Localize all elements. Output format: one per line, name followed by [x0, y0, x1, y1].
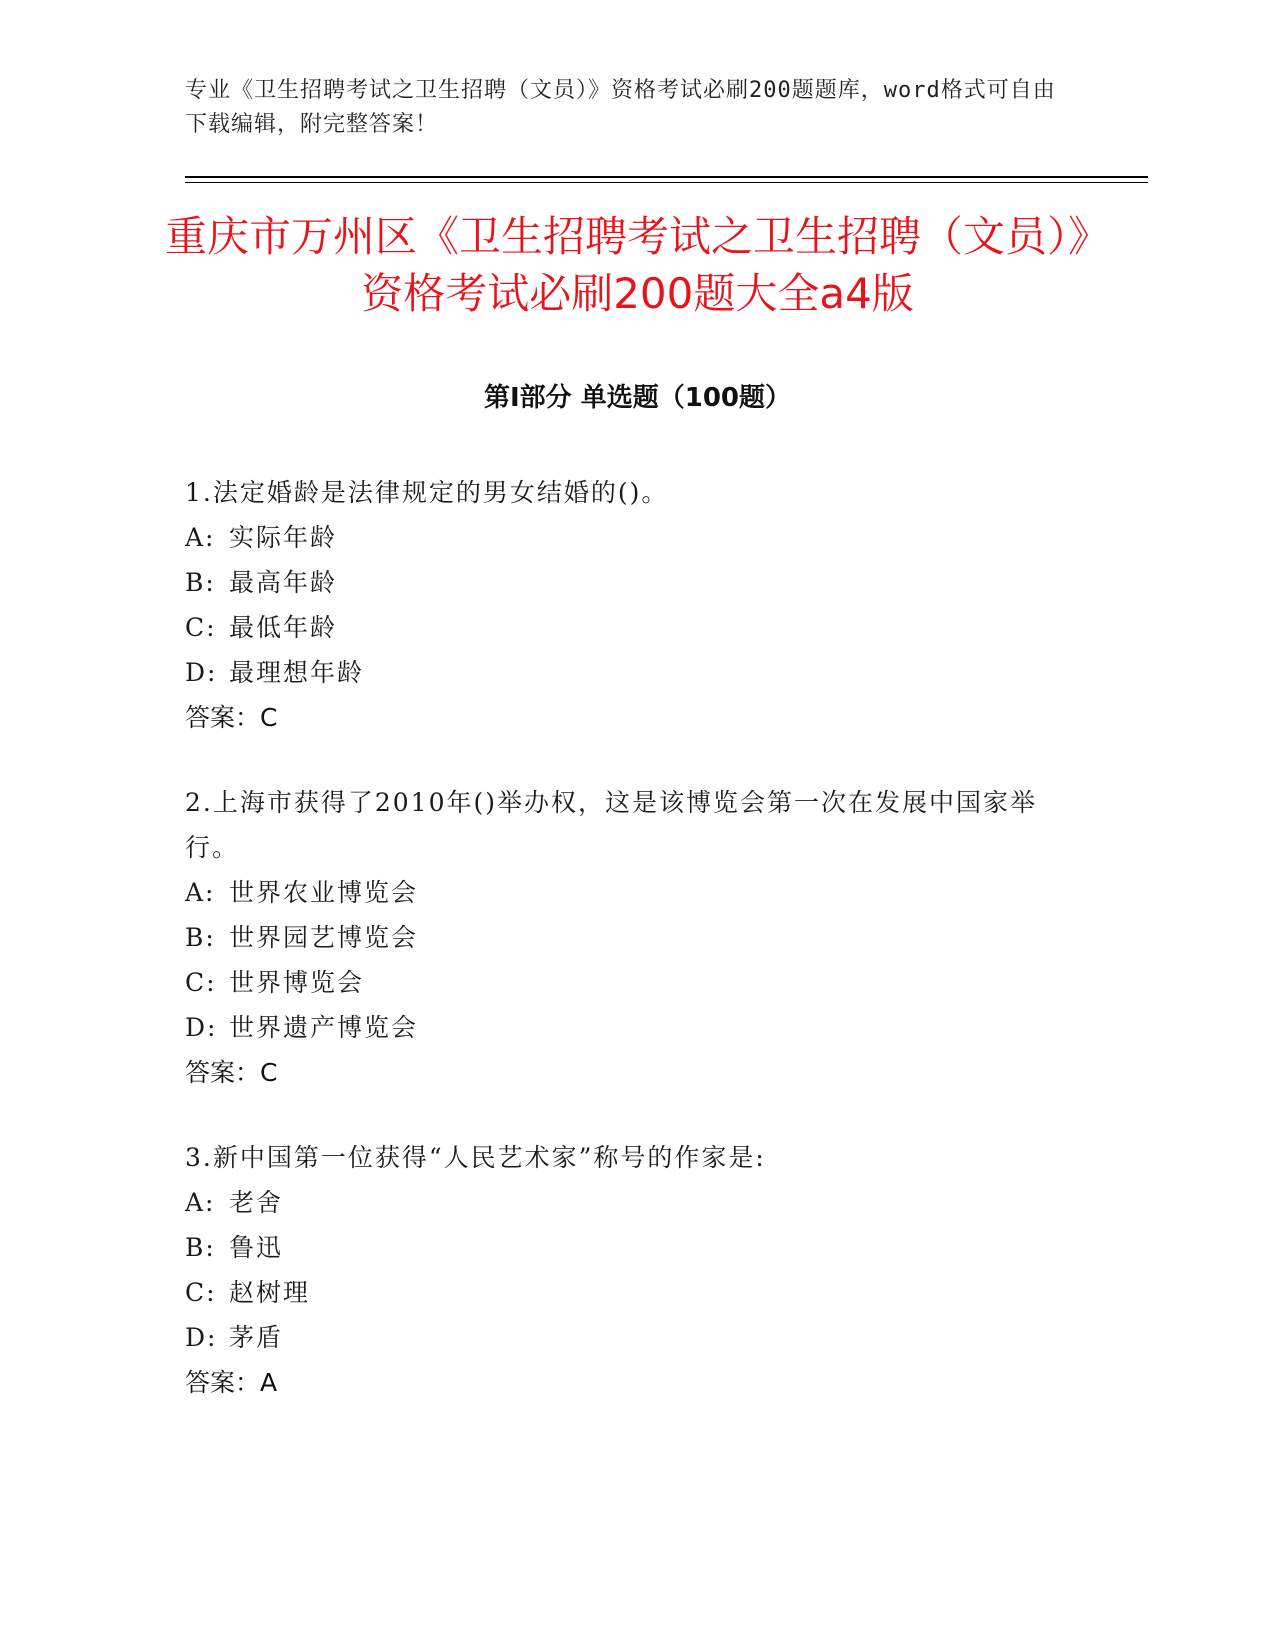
- option-text: 赵树理: [229, 1278, 311, 1307]
- answer: 答案：A: [185, 1368, 278, 1397]
- option-label: A:: [185, 523, 216, 552]
- option-b: [185, 915, 1085, 960]
- answer: 答案：C: [185, 1058, 278, 1087]
- option-b: [185, 560, 1085, 605]
- option-text: 实际年龄: [229, 523, 338, 552]
- question-stem: 2.上海市获得了2010年()举办权，这是该博览会第一次在发展中国家举行。: [185, 788, 1037, 862]
- option-label: B:: [185, 1233, 216, 1262]
- question-stem: 1.法定婚龄是法律规定的男女结婚的()。: [185, 478, 669, 507]
- option-label: C:: [185, 613, 217, 642]
- option-label: D:: [185, 658, 218, 687]
- question-stem: 3.新中国第一位获得“人民艺术家”称号的作家是:: [185, 1143, 766, 1172]
- option-label: D:: [185, 1013, 218, 1042]
- option-text: 鲁迅: [229, 1233, 284, 1262]
- question-2: [185, 780, 1085, 1095]
- header-note: 专业《卫生招聘考试之卫生招聘（文员）》资格考试必刷200题题库，word格式可自由下载编辑，附完整答案！: [185, 78, 1056, 137]
- question-3: [185, 1135, 1085, 1405]
- option-d: [185, 650, 1085, 695]
- option-a: [185, 870, 1085, 915]
- option-label: C:: [185, 968, 217, 997]
- answer: 答案：C: [185, 703, 278, 732]
- option-label: C:: [185, 1278, 217, 1307]
- option-text: 世界遗产博览会: [229, 1013, 419, 1042]
- option-label: B:: [185, 923, 216, 952]
- option-a: [185, 1180, 1085, 1225]
- option-d: [185, 1315, 1085, 1360]
- option-label: B:: [185, 568, 216, 597]
- option-label: D:: [185, 1323, 218, 1352]
- option-c: [185, 960, 1085, 1005]
- option-text: 世界园艺博览会: [229, 923, 419, 952]
- option-label: A:: [185, 1188, 216, 1217]
- option-text: 茅盾: [229, 1323, 284, 1352]
- option-text: 老舍: [229, 1188, 284, 1217]
- section-heading: 第Ⅰ部分 单选题（100题）: [484, 383, 791, 413]
- question-list: [185, 470, 1085, 1445]
- header-rule-thick: [185, 176, 1148, 178]
- option-text: 最高年龄: [229, 568, 338, 597]
- option-text: 最低年龄: [229, 613, 338, 642]
- header-rule-thin: [185, 182, 1148, 183]
- option-a: [185, 515, 1085, 560]
- option-b: [185, 1225, 1085, 1270]
- option-c: [185, 605, 1085, 650]
- option-text: 最理想年龄: [229, 658, 365, 687]
- option-d: [185, 1005, 1085, 1050]
- option-label: A:: [185, 878, 216, 907]
- option-text: 世界博览会: [229, 968, 365, 997]
- document-title: 重庆市万州区《卫生招聘考试之卫生招聘（文员）》资格考试必刷200题大全a4版: [164, 212, 1110, 318]
- option-text: 世界农业博览会: [229, 878, 419, 907]
- question-1: [185, 470, 1085, 740]
- option-c: [185, 1270, 1085, 1315]
